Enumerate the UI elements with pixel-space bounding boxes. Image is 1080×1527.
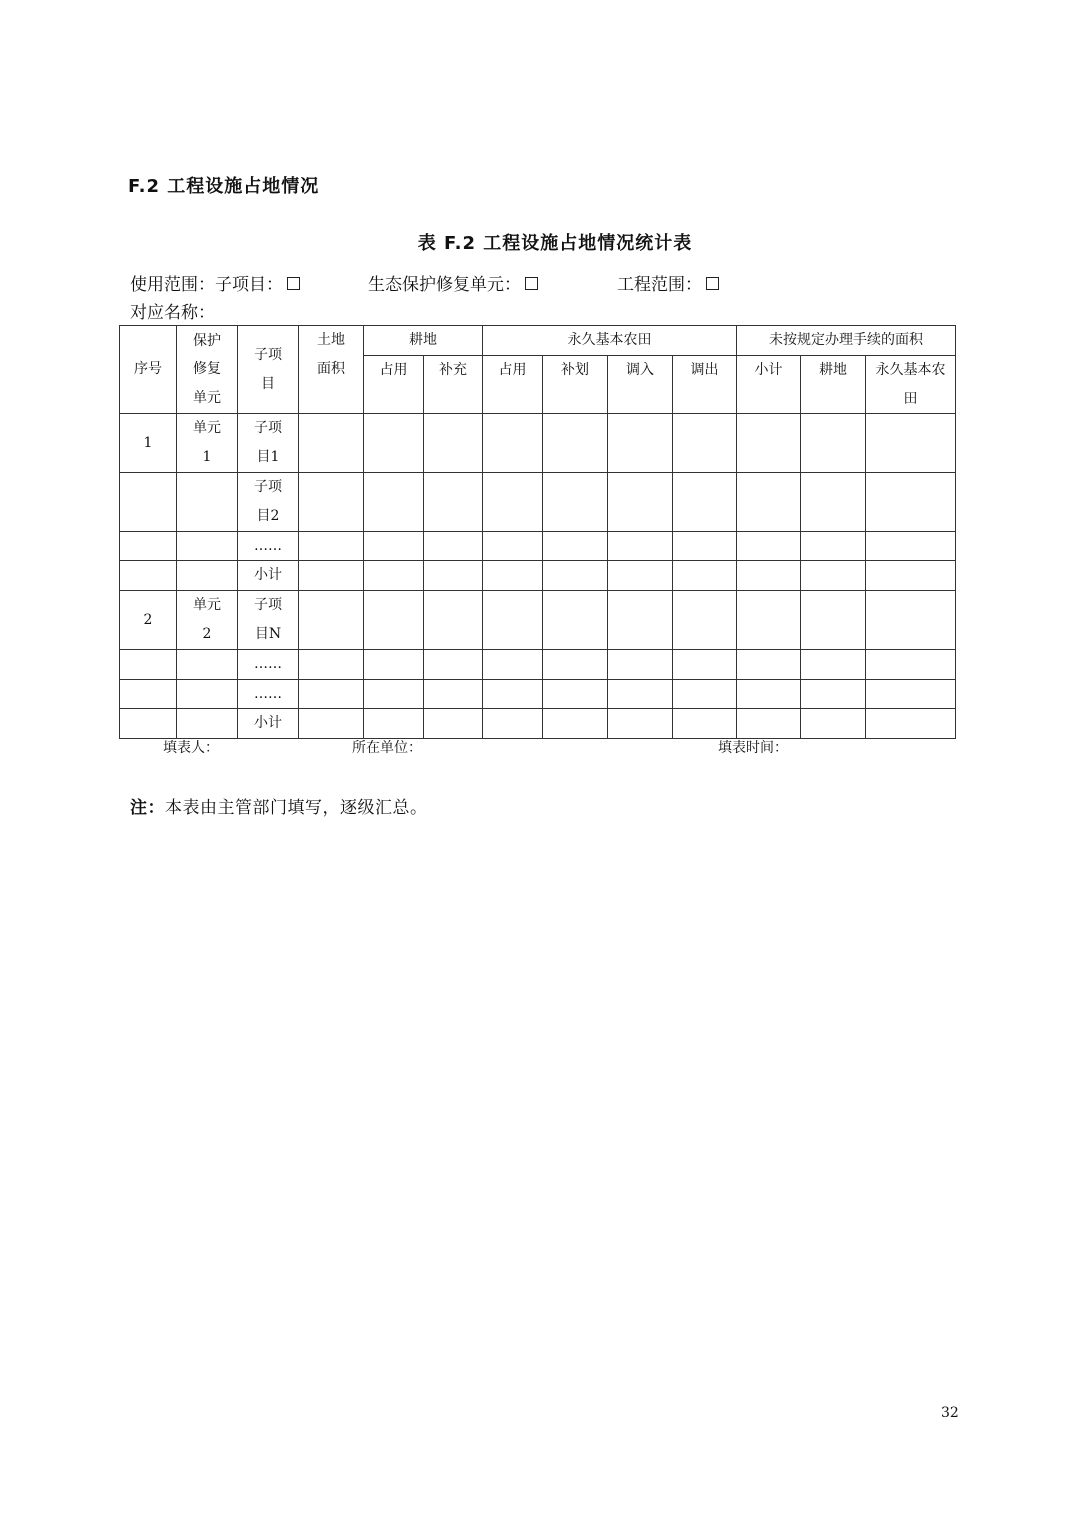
data-cell[interactable] [364,591,424,650]
data-cell[interactable] [483,472,543,531]
table-row [120,649,956,679]
header-unprocessed: 未按规定办理手续的面积 [737,326,956,356]
unit-cell-text: 单元1 [193,420,221,466]
data-cell[interactable] [483,591,543,650]
data-cell[interactable] [543,591,608,650]
data-cell[interactable] [299,709,364,739]
scope-option-unit [368,270,538,295]
subproject-cell: …… [238,531,299,561]
header-un-basic-farmland [866,355,956,414]
data-cell[interactable] [866,709,956,739]
data-cell[interactable] [673,649,737,679]
data-cell[interactable] [737,591,801,650]
data-cell[interactable] [866,591,956,650]
subproject-cell-text: 子项目1 [254,420,282,466]
data-cell[interactable] [737,531,801,561]
subproject-cell-text: 子项目N [254,597,282,642]
data-cell[interactable] [608,649,673,679]
subproject-cell [238,591,299,650]
scope-option-project-label: 工程范围： [617,275,702,295]
data-cell[interactable] [483,679,543,709]
data-cell[interactable] [543,709,608,739]
subproject-cell-text: 子项目2 [254,478,282,524]
data-cell[interactable] [483,709,543,739]
subproject-cell: …… [238,679,299,709]
filler-label: 填表人： [163,740,219,756]
scope-option-subproject-label: 子项目： [215,275,283,295]
data-cell[interactable] [424,649,483,679]
data-cell[interactable] [801,472,866,531]
header-un-subtotal: 小计 [737,355,801,414]
seq-cell[interactable] [120,531,177,561]
data-cell[interactable] [673,591,737,650]
data-cell[interactable] [737,414,801,473]
data-cell[interactable] [608,531,673,561]
data-cell[interactable] [801,414,866,473]
seq-cell[interactable] [120,709,177,739]
data-cell[interactable] [801,561,866,591]
unit-cell-text: 单元2 [193,597,221,642]
subproject-cell: 小计 [238,561,299,591]
subproject-cell [238,472,299,531]
data-cell[interactable] [608,561,673,591]
note-text: 本表由主管部门填写，逐级汇总。 [165,798,428,818]
data-cell[interactable] [424,709,483,739]
data-cell[interactable] [737,679,801,709]
seq-cell: 2 [120,591,177,650]
table-row [120,414,956,473]
data-cell[interactable] [608,472,673,531]
data-cell[interactable] [608,679,673,709]
data-cell[interactable] [424,472,483,531]
data-cell[interactable] [364,531,424,561]
fill-time-label: 填表时间： [718,740,788,756]
note-label: 注： [130,798,165,818]
data-cell[interactable] [737,709,801,739]
unit-cell[interactable] [177,679,238,709]
header-subproject [238,326,299,414]
data-cell[interactable] [364,649,424,679]
project-checkbox[interactable] [706,277,719,290]
seq-cell[interactable] [120,679,177,709]
unit-cell[interactable] [177,709,238,739]
data-cell[interactable] [364,679,424,709]
data-cell[interactable] [737,472,801,531]
data-cell[interactable] [801,649,866,679]
header-bf-transfer-out: 调出 [673,355,737,414]
scope-option-subproject [130,270,300,295]
header-un-basic-farmland-text: 永久基本农田 [875,361,946,407]
data-cell[interactable] [673,472,737,531]
section-heading: F.2 工程设施占地情况 [128,176,320,197]
data-cell[interactable] [543,531,608,561]
header-bf-transfer-in: 调入 [608,355,673,414]
table-row [120,561,956,591]
header-bf-assign: 补划 [543,355,608,414]
data-cell[interactable] [608,414,673,473]
table-row [120,531,956,561]
data-cell[interactable] [673,561,737,591]
data-cell[interactable] [364,472,424,531]
data-cell[interactable] [299,561,364,591]
data-cell[interactable] [424,414,483,473]
data-cell[interactable] [424,679,483,709]
table-row [120,472,956,531]
data-cell[interactable] [424,531,483,561]
data-cell[interactable] [299,531,364,561]
data-cell[interactable] [299,649,364,679]
data-cell[interactable] [737,561,801,591]
table-row [120,709,956,739]
data-cell[interactable] [801,709,866,739]
table-note [130,793,428,818]
data-cell[interactable] [608,709,673,739]
data-cell[interactable] [866,649,956,679]
table-row [120,679,956,709]
data-cell[interactable] [364,414,424,473]
corresponding-name-label: 对应名称： [130,303,215,323]
data-cell[interactable] [866,561,956,591]
unit-cell [177,414,238,473]
unit-cell [177,591,238,650]
subproject-cell: 小计 [238,709,299,739]
data-cell[interactable] [543,679,608,709]
data-cell[interactable] [483,414,543,473]
header-land-area-text: 土地面积 [317,332,345,377]
header-unit [177,326,238,414]
data-cell[interactable] [801,679,866,709]
data-cell[interactable] [299,679,364,709]
unit-cell[interactable] [177,531,238,561]
header-subproject-text: 子项目 [254,346,282,392]
data-cell[interactable] [737,649,801,679]
data-cell[interactable] [866,414,956,473]
data-cell[interactable] [673,531,737,561]
data-cell[interactable] [673,709,737,739]
table-row [120,591,956,650]
header-farm-occupy: 占用 [364,355,424,414]
unit-checkbox[interactable] [525,277,538,290]
data-cell[interactable] [543,472,608,531]
seq-cell[interactable] [120,561,177,591]
data-cell[interactable] [364,709,424,739]
header-farm-supplement: 补充 [424,355,483,414]
unit-cell[interactable] [177,472,238,531]
seq-cell[interactable] [120,472,177,531]
land-occupation-table [119,325,956,739]
data-cell[interactable] [483,531,543,561]
data-cell[interactable] [801,591,866,650]
subproject-cell [238,414,299,473]
data-cell[interactable] [364,561,424,591]
data-cell[interactable] [801,531,866,561]
seq-cell[interactable] [120,649,177,679]
data-cell[interactable] [424,561,483,591]
data-cell[interactable] [543,649,608,679]
scope-option-project [617,270,719,295]
header-seq: 序号 [120,326,177,414]
data-cell[interactable] [299,472,364,531]
subproject-checkbox[interactable] [287,277,300,290]
header-land-area [299,326,364,414]
data-cell[interactable] [866,679,956,709]
header-farmland: 耕地 [364,326,483,356]
data-cell[interactable] [673,679,737,709]
page-number: 32 [941,1405,959,1421]
data-cell[interactable] [866,531,956,561]
header-unit-text: 保护修复单元 [193,332,221,407]
data-cell[interactable] [608,591,673,650]
data-cell[interactable] [424,591,483,650]
unit-label: 所在单位： [352,740,422,756]
unit-cell[interactable] [177,561,238,591]
subproject-cell: …… [238,649,299,679]
header-basic-farmland: 永久基本农田 [483,326,737,356]
data-cell[interactable] [483,649,543,679]
data-cell[interactable] [299,414,364,473]
table-title: 表 F.2 工程设施占地情况统计表 [417,233,693,254]
unit-cell[interactable] [177,649,238,679]
data-cell[interactable] [866,472,956,531]
scope-label: 使用范围： [130,275,215,295]
header-un-farmland: 耕地 [801,355,866,414]
data-cell[interactable] [673,414,737,473]
seq-cell: 1 [120,414,177,473]
data-cell[interactable] [299,591,364,650]
data-cell[interactable] [543,561,608,591]
scope-option-unit-label: 生态保护修复单元： [368,275,521,295]
data-cell[interactable] [483,561,543,591]
data-cell[interactable] [543,414,608,473]
header-bf-occupy: 占用 [483,355,543,414]
